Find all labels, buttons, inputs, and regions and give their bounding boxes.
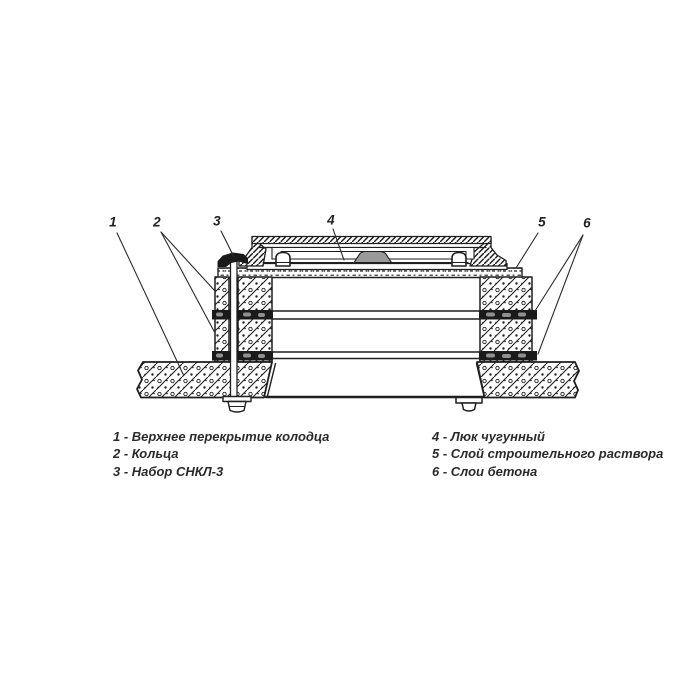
legend-separator: - [439, 446, 451, 462]
legend-number: 2 [113, 446, 121, 462]
legend-number: 6 [432, 463, 440, 479]
top-slab-left [137, 362, 272, 398]
legend-left-column [113, 428, 329, 480]
legend-label: Слои бетона [450, 463, 538, 479]
legend-right-column [432, 428, 663, 480]
cast-iron-hatch [239, 237, 507, 270]
legend-label: Верхнее перекрытие колодца [131, 429, 330, 444]
legend-separator: - [439, 463, 451, 479]
legend-number: 5 [432, 446, 440, 462]
callout-number-4: 4 [327, 212, 335, 228]
leader-3 [221, 231, 234, 257]
hatch-lug-right [452, 253, 466, 267]
top-slab [137, 362, 579, 398]
legend-item-3 [113, 463, 329, 480]
legend-label: Кольца [131, 446, 179, 462]
shaft-interior-lines [266, 311, 485, 397]
legend-label: Слой строительного раствора [450, 446, 664, 462]
legend-number: 4 [432, 429, 440, 444]
legend-item-4 [432, 428, 663, 445]
callout-number-1: 1 [109, 214, 117, 230]
legend-number: 1 [113, 429, 121, 444]
anchor-washer [223, 397, 251, 402]
callout-number-6: 6 [583, 215, 591, 231]
legend-separator: - [439, 429, 451, 444]
bottom-lug [456, 398, 482, 412]
legend-label: Набор СНКЛ-3 [131, 463, 224, 479]
hatch-handle-recess [354, 252, 392, 263]
legend-separator: - [120, 429, 132, 444]
legend-item-1 [113, 428, 329, 445]
callout-number-3: 3 [213, 213, 221, 229]
top-slab-right [477, 362, 579, 398]
leader-6b [538, 235, 583, 354]
callout-number-2: 2 [153, 214, 161, 230]
callout-number-5: 5 [538, 214, 546, 230]
legend-item-2 [113, 445, 329, 462]
hatch-lug-left [276, 253, 290, 267]
hatch-lid-top [252, 237, 491, 244]
anchor-rod-shaft [231, 260, 238, 397]
legend-separator: - [120, 463, 132, 479]
legend-item-6 [432, 463, 663, 480]
legend-number: 3 [113, 463, 121, 479]
legend-label: Люк чугунный [450, 429, 545, 444]
legend-separator: - [120, 446, 132, 462]
legend-item-5 [432, 445, 663, 462]
leader-5 [516, 233, 538, 268]
